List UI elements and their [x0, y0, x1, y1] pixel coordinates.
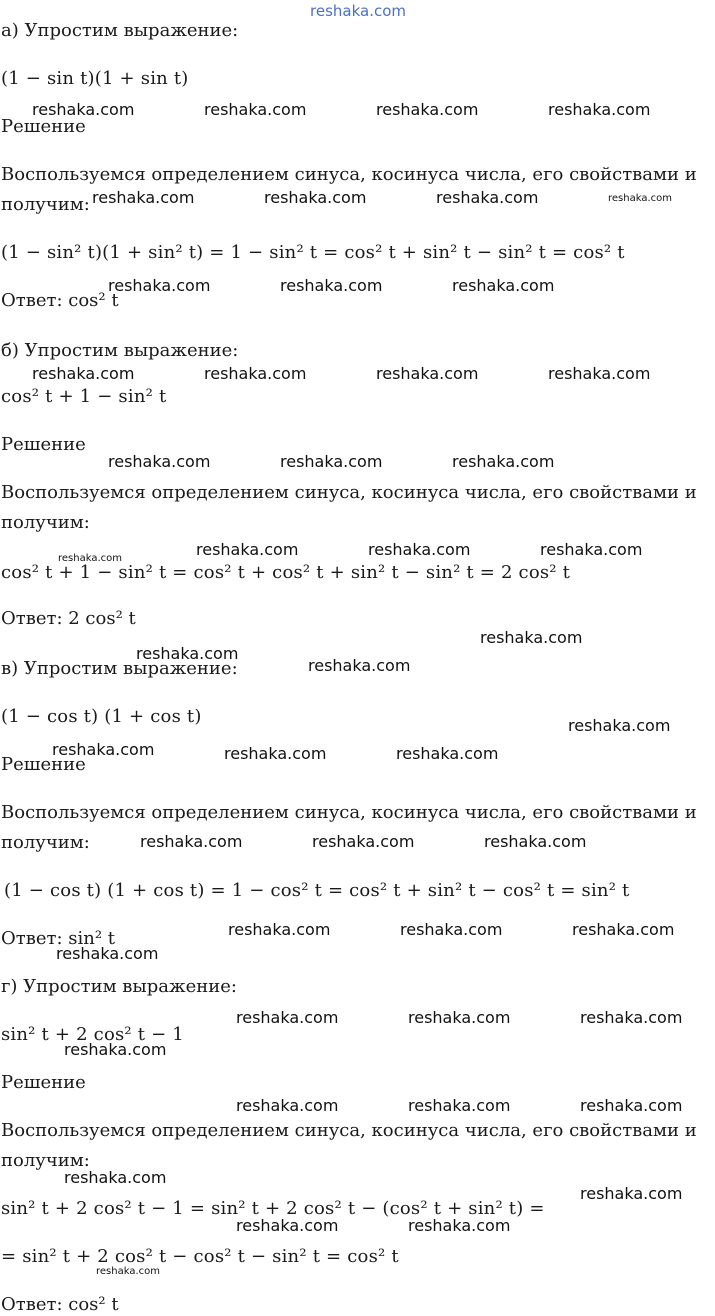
watermark: reshaka.com — [376, 364, 479, 383]
watermark: reshaka.com — [236, 1008, 339, 1027]
part-g-text-line-1: Воспользуемся определением синуса, косинуса числа, его свойствами и — [1, 1120, 697, 1141]
watermark: reshaka.com — [608, 193, 672, 204]
watermark: reshaka.com — [408, 1008, 511, 1027]
watermark: reshaka.com — [236, 1216, 339, 1235]
part-b-calculation: cos² t + 1 − sin² t = cos² t + cos² t + sin² t − sin² t = 2 cos² t — [1, 562, 571, 583]
watermark: reshaka.com — [368, 540, 471, 559]
watermark: reshaka.com — [580, 1008, 683, 1027]
part-a-solution-label: Решение — [1, 116, 86, 137]
watermark: reshaka.com — [224, 744, 327, 763]
part-a-heading: а) Упростим выражение: — [1, 20, 239, 41]
part-b-answer: Ответ: 2 cos² t — [1, 608, 136, 629]
part-a-answer: Ответ: cos² t — [1, 290, 119, 311]
part-b-heading: б) Упростим выражение: — [1, 340, 239, 361]
part-g-solution-label: Решение — [1, 1072, 86, 1093]
watermark: reshaka.com — [58, 553, 122, 564]
part-v-text-line-1: Воспользуемся определением синуса, косинуса числа, его свойствами и — [1, 802, 697, 823]
part-b-text-line-2: получим: — [1, 512, 90, 533]
watermark: reshaka.com — [196, 540, 299, 559]
part-a-calculation: (1 − sin² t)(1 + sin² t) = 1 − sin² t = cos² t + sin² t − sin² t = cos² t — [1, 242, 625, 263]
part-g-text-line-2: получим: — [1, 1150, 90, 1171]
watermark: reshaka.com — [452, 452, 555, 471]
watermark: reshaka.com — [96, 1266, 160, 1277]
watermark: reshaka.com — [540, 540, 643, 559]
watermark: reshaka.com — [32, 100, 135, 119]
watermark: reshaka.com — [312, 832, 415, 851]
watermark: reshaka.com — [408, 1096, 511, 1115]
watermark: reshaka.com — [452, 276, 555, 295]
watermark: reshaka.com — [264, 188, 367, 207]
watermark: reshaka.com — [236, 1096, 339, 1115]
watermark: reshaka.com — [568, 716, 671, 735]
watermark: reshaka.com — [140, 832, 243, 851]
part-g-heading: г) Упростим выражение: — [1, 976, 237, 997]
part-v-calculation: (1 − cos t) (1 + cos t) = 1 − cos² t = cos² t + sin² t − cos² t = sin² t — [4, 880, 630, 901]
watermark: reshaka.com — [376, 100, 479, 119]
watermark: reshaka.com — [572, 920, 675, 939]
watermark: reshaka.com — [136, 644, 239, 663]
part-b-solution-label: Решение — [1, 434, 86, 455]
watermark: reshaka.com — [548, 364, 651, 383]
watermark: reshaka.com — [280, 276, 383, 295]
watermark: reshaka.com — [204, 100, 307, 119]
part-g-answer: Ответ: cos² t — [1, 1294, 119, 1315]
watermark: reshaka.com — [56, 944, 159, 963]
watermark: reshaka.com — [436, 188, 539, 207]
part-v-expression: (1 − cos t) (1 + cos t) — [1, 706, 202, 727]
watermark: reshaka.com — [580, 1096, 683, 1115]
part-a-expression: (1 − sin t)(1 + sin t) — [1, 68, 189, 89]
watermark: reshaka.com — [400, 920, 503, 939]
watermark: reshaka.com — [408, 1216, 511, 1235]
part-b-expression: cos² t + 1 − sin² t — [1, 386, 167, 407]
part-g-calculation-line-1: sin² t + 2 cos² t − 1 = sin² t + 2 cos² t − (cos² t + sin² t) = — [1, 1198, 545, 1219]
watermark: reshaka.com — [64, 1168, 167, 1187]
part-v-heading: в) Упростим выражение: — [1, 658, 238, 679]
watermark: reshaka.com — [64, 1040, 167, 1059]
part-v-text-line-2: получим: — [1, 832, 90, 853]
watermark: reshaka.com — [396, 744, 499, 763]
part-g-calculation-line-2: = sin² t + 2 cos² t − cos² t − sin² t = cos² t — [1, 1246, 399, 1267]
part-a-text-line-1: Воспользуемся определением синуса, косинуса числа, его свойствами и — [1, 164, 697, 185]
watermark: reshaka.com — [228, 920, 331, 939]
watermark: reshaka.com — [204, 364, 307, 383]
part-b-text-line-1: Воспользуемся определением синуса, косинуса числа, его свойствами и — [1, 482, 697, 503]
watermark: reshaka.com — [108, 276, 211, 295]
part-g-expression: sin² t + 2 cos² t − 1 — [1, 1024, 184, 1045]
watermark: reshaka.com — [308, 656, 411, 675]
watermark: reshaka.com — [548, 100, 651, 119]
watermark: reshaka.com — [310, 2, 406, 20]
part-v-answer: Ответ: sin² t — [1, 928, 116, 949]
part-a-text-line-2: получим: — [1, 194, 90, 215]
watermark: reshaka.com — [480, 628, 583, 647]
watermark: reshaka.com — [32, 364, 135, 383]
watermark: reshaka.com — [52, 740, 155, 759]
watermark: reshaka.com — [580, 1184, 683, 1203]
watermark: reshaka.com — [92, 188, 195, 207]
part-v-solution-label: Решение — [1, 754, 86, 775]
watermark: reshaka.com — [484, 832, 587, 851]
watermark: reshaka.com — [280, 452, 383, 471]
watermark: reshaka.com — [108, 452, 211, 471]
